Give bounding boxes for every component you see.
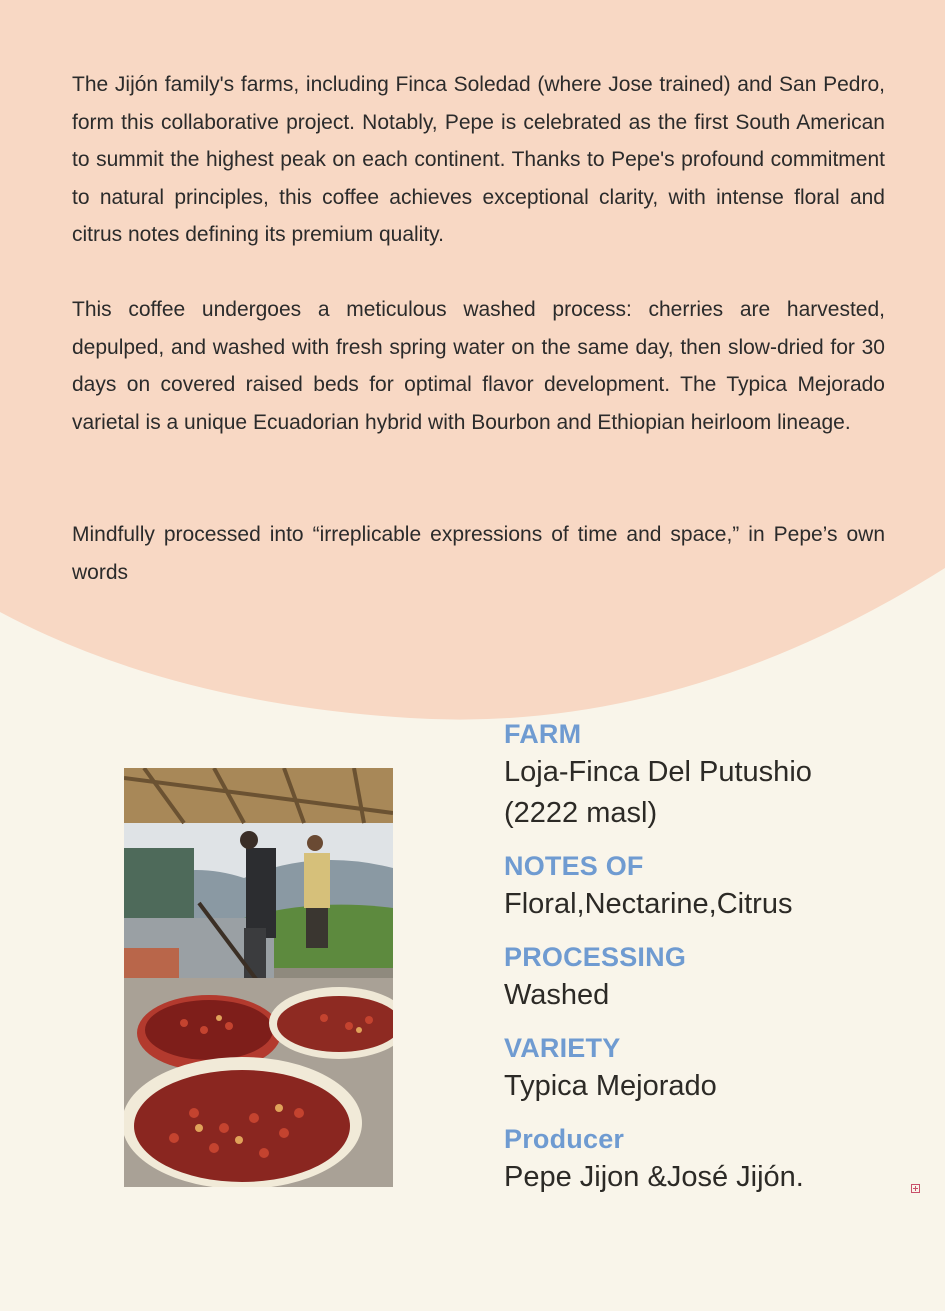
detail-variety-value: Typica Mejorado — [504, 1070, 717, 1102]
coffee-details-list — [504, 716, 904, 1212]
detail-variety-label: VARIETY — [504, 1033, 621, 1063]
detail-producer-label: Producer — [504, 1124, 625, 1154]
detail-farm — [504, 716, 904, 834]
detail-processing — [504, 939, 904, 1016]
expand-box-icon[interactable] — [911, 1184, 920, 1193]
coffee-cherries-processing-photo — [124, 768, 393, 1187]
detail-farm-label: FARM — [504, 719, 582, 749]
intro-paragraph-3: Mindfully processed into “irreplicable expressions of time and space,” in Pepe’s own words — [72, 523, 885, 584]
detail-variety — [504, 1030, 904, 1107]
intro-paragraph-2: This coffee undergoes a meticulous washed process: cherries are harvested, depulped, and washed with fresh spring water on the same day, then slow-dried for 30 days on covered raised beds for optimal flavor development. The Typica Mejorado varietal is a unique Ecuadorian hybrid with Bourbon and Ethiopian heirloom lineage. — [72, 298, 885, 434]
detail-notes — [504, 848, 904, 925]
intro-paragraph-1: The Jijón family's farms, including Finca Soledad (where Jose trained) and San Pedro, form this collaborative project. Notably, Pepe is celebrated as the first South American to summit the highest peak on each continent. Thanks to Pepe's profound commitment to natural principles, this coffee achieves exceptional clarity, with intense floral and citrus notes defining its premium quality. — [72, 73, 885, 246]
detail-producer-value: Pepe Jijon &José Jijón. — [504, 1161, 804, 1193]
detail-producer — [504, 1121, 904, 1198]
detail-notes-value: Floral,Nectarine,Citrus — [504, 888, 793, 920]
detail-notes-label: NOTES OF — [504, 851, 644, 881]
detail-processing-label: PROCESSING — [504, 942, 687, 972]
detail-farm-value: Loja-Finca Del Putushio (2222 masl) — [504, 756, 812, 829]
detail-processing-value: Washed — [504, 979, 610, 1011]
